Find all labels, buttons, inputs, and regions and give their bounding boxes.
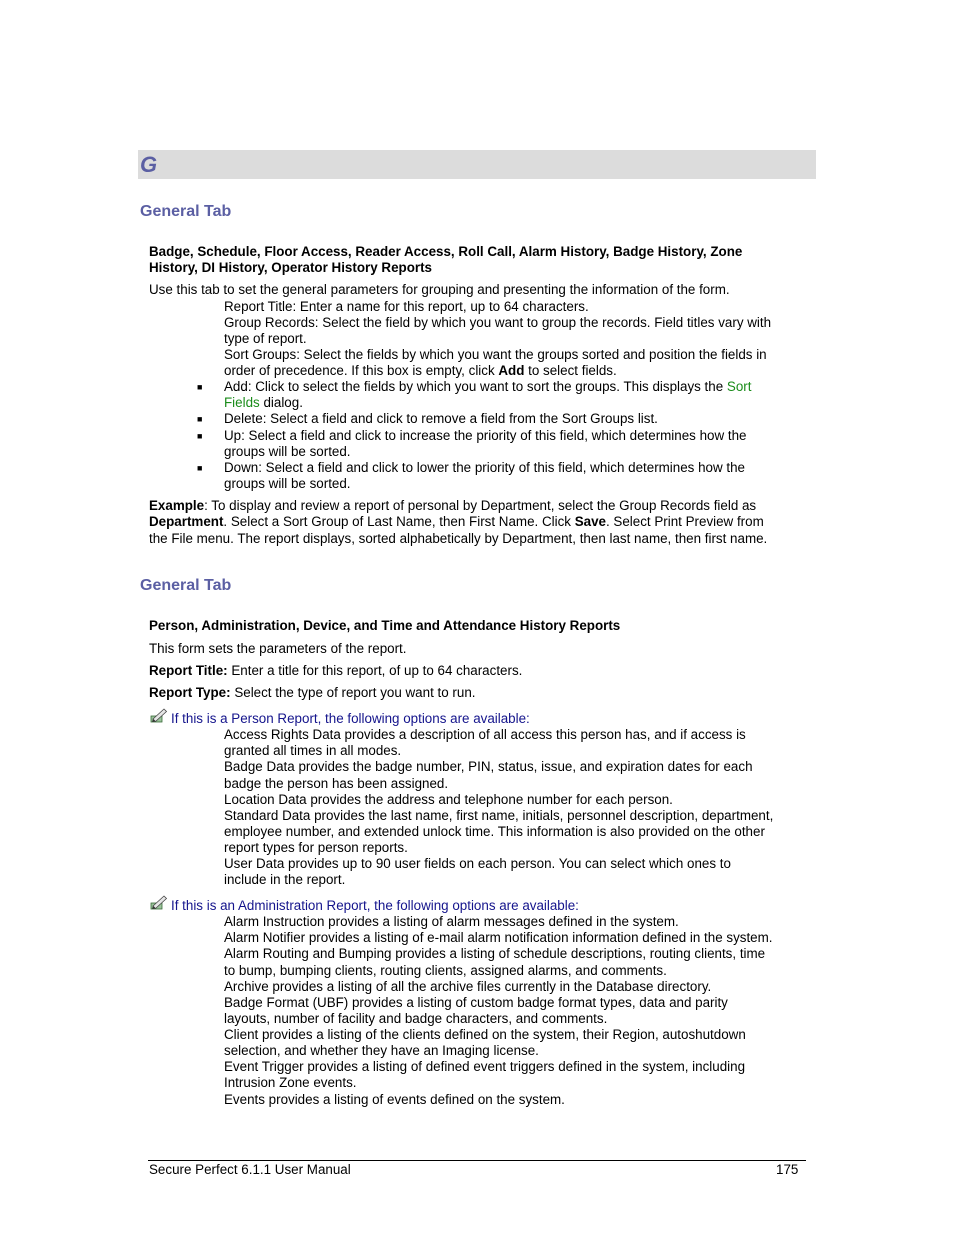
option-text: to bump, bumping clients, routing clients, assigned alarms, and comments. <box>224 963 667 978</box>
bullet-marker: ■ <box>197 431 203 441</box>
bullet-text: groups will be sorted. <box>224 444 351 459</box>
field-description: order of precedence. If this box is empty, click Add to select fields. <box>224 363 617 378</box>
option-text: Badge Format (UBF) provides a listing of custom badge format types, data and parity <box>224 995 728 1010</box>
option-text: layouts, number of facility and badge characters, and comments. <box>224 1011 608 1026</box>
bullet-text: Fields dialog. <box>224 395 303 410</box>
example-text: Example: To display and review a report of personal by Department, select the Group Records field as <box>149 498 757 513</box>
field-description: Group Records: Select the field by which you want to group the records. Field titles vary with <box>224 315 772 330</box>
report-subtitle: Badge, Schedule, Floor Access, Reader Access, Roll Call, Alarm History, Badge History, Zone <box>149 244 743 259</box>
page-number: 175 <box>776 1162 799 1177</box>
option-text: Client provides a listing of the clients defined on the system, their Region, autoshutdown <box>224 1027 746 1042</box>
report-type-desc: Report Type: Select the type of report you want to run. <box>149 685 476 700</box>
option-text: Events provides a listing of events defined on the system. <box>224 1092 565 1107</box>
example-text: Department. Select a Sort Group of Last Name, then First Name. Click Save. Select Print Preview from <box>149 514 764 529</box>
section-heading: General Tab <box>140 577 232 594</box>
note-pencil-icon <box>150 707 168 723</box>
sort-fields-link[interactable]: Fields <box>224 395 260 410</box>
bullet-marker: ■ <box>197 414 203 424</box>
option-text: badge the person has been assigned. <box>224 776 449 791</box>
option-text: Archive provides a listing of all the archive files currently in the Database directory. <box>224 979 712 994</box>
option-text: Access Rights Data provides a description of all access this person has, and if access is <box>224 727 746 742</box>
footer-title: Secure Perfect 6.1.1 User Manual <box>149 1162 351 1177</box>
option-text: Badge Data provides the badge number, PIN, status, issue, and expiration dates for each <box>224 759 753 774</box>
footer-divider <box>148 1160 806 1161</box>
report-title-desc: Report Title: Enter a title for this report, of up to 64 characters. <box>149 663 523 678</box>
note-pencil-icon <box>150 894 168 910</box>
admin-report-note: If this is an Administration Report, the following options are available: <box>171 898 579 913</box>
bullet-text: groups will be sorted. <box>224 476 351 491</box>
bullet-text: Add: Click to select the fields by which you want to sort the groups. This displays the Sort <box>224 379 752 394</box>
intro-text: Use this tab to set the general parameters for grouping and presenting the information of the form. <box>149 282 730 297</box>
option-text: include in the report. <box>224 872 346 887</box>
option-text: report types for person reports. <box>224 840 408 855</box>
section-letter-bar <box>138 150 816 179</box>
example-text: the File menu. The report displays, sorted alphabetically by Department, then last name, then first name. <box>149 531 768 546</box>
option-text: employee number, and extended unlock time. This information is also provided on the other <box>224 824 765 839</box>
option-text: Location Data provides the address and telephone number for each person. <box>224 792 673 807</box>
option-text: granted all times in all modes. <box>224 743 402 758</box>
option-text: Standard Data provides the last name, first name, initials, personnel description, department, <box>224 808 774 823</box>
option-text: Intrusion Zone events. <box>224 1075 357 1090</box>
sort-fields-link[interactable]: Sort <box>726 379 752 394</box>
bullet-text: Down: Select a field and click to lower the priority of this field, which determines how the <box>224 460 745 475</box>
section-letter: G <box>140 152 158 177</box>
option-text: User Data provides up to 90 user fields on each person. You can select which ones to <box>224 856 731 871</box>
bullet-text: Delete: Select a field and click to remove a field from the Sort Groups list. <box>224 411 658 426</box>
person-report-note: If this is a Person Report, the following options are available: <box>171 711 530 726</box>
field-description: type of report. <box>224 331 307 346</box>
option-text: selection, and whether they have an Imaging license. <box>224 1043 539 1058</box>
option-text: Event Trigger provides a listing of defined event triggers defined in the system, including <box>224 1059 746 1074</box>
intro-text: This form sets the parameters of the report. <box>149 641 407 656</box>
field-description: Sort Groups: Select the fields by which you want the groups sorted and position the fields in <box>224 347 767 362</box>
option-text: Alarm Routing and Bumping provides a listing of schedule descriptions, routing clients, time <box>224 946 766 961</box>
section-heading: General Tab <box>140 203 232 220</box>
field-description: Report Title: Enter a name for this report, up to 64 characters. <box>224 299 589 314</box>
report-subtitle: Person, Administration, Device, and Time and Attendance History Reports <box>149 618 621 633</box>
option-text: Alarm Notifier provides a listing of e-mail alarm notification information defined in the system. <box>224 930 773 945</box>
bullet-text: Up: Select a field and click to increase the priority of this field, which determines how the <box>224 428 747 443</box>
option-text: Alarm Instruction provides a listing of alarm messages defined in the system. <box>224 914 679 929</box>
bullet-marker: ■ <box>197 382 203 392</box>
report-subtitle: History, DI History, Operator History Reports <box>149 260 432 275</box>
bullet-marker: ■ <box>197 463 203 473</box>
